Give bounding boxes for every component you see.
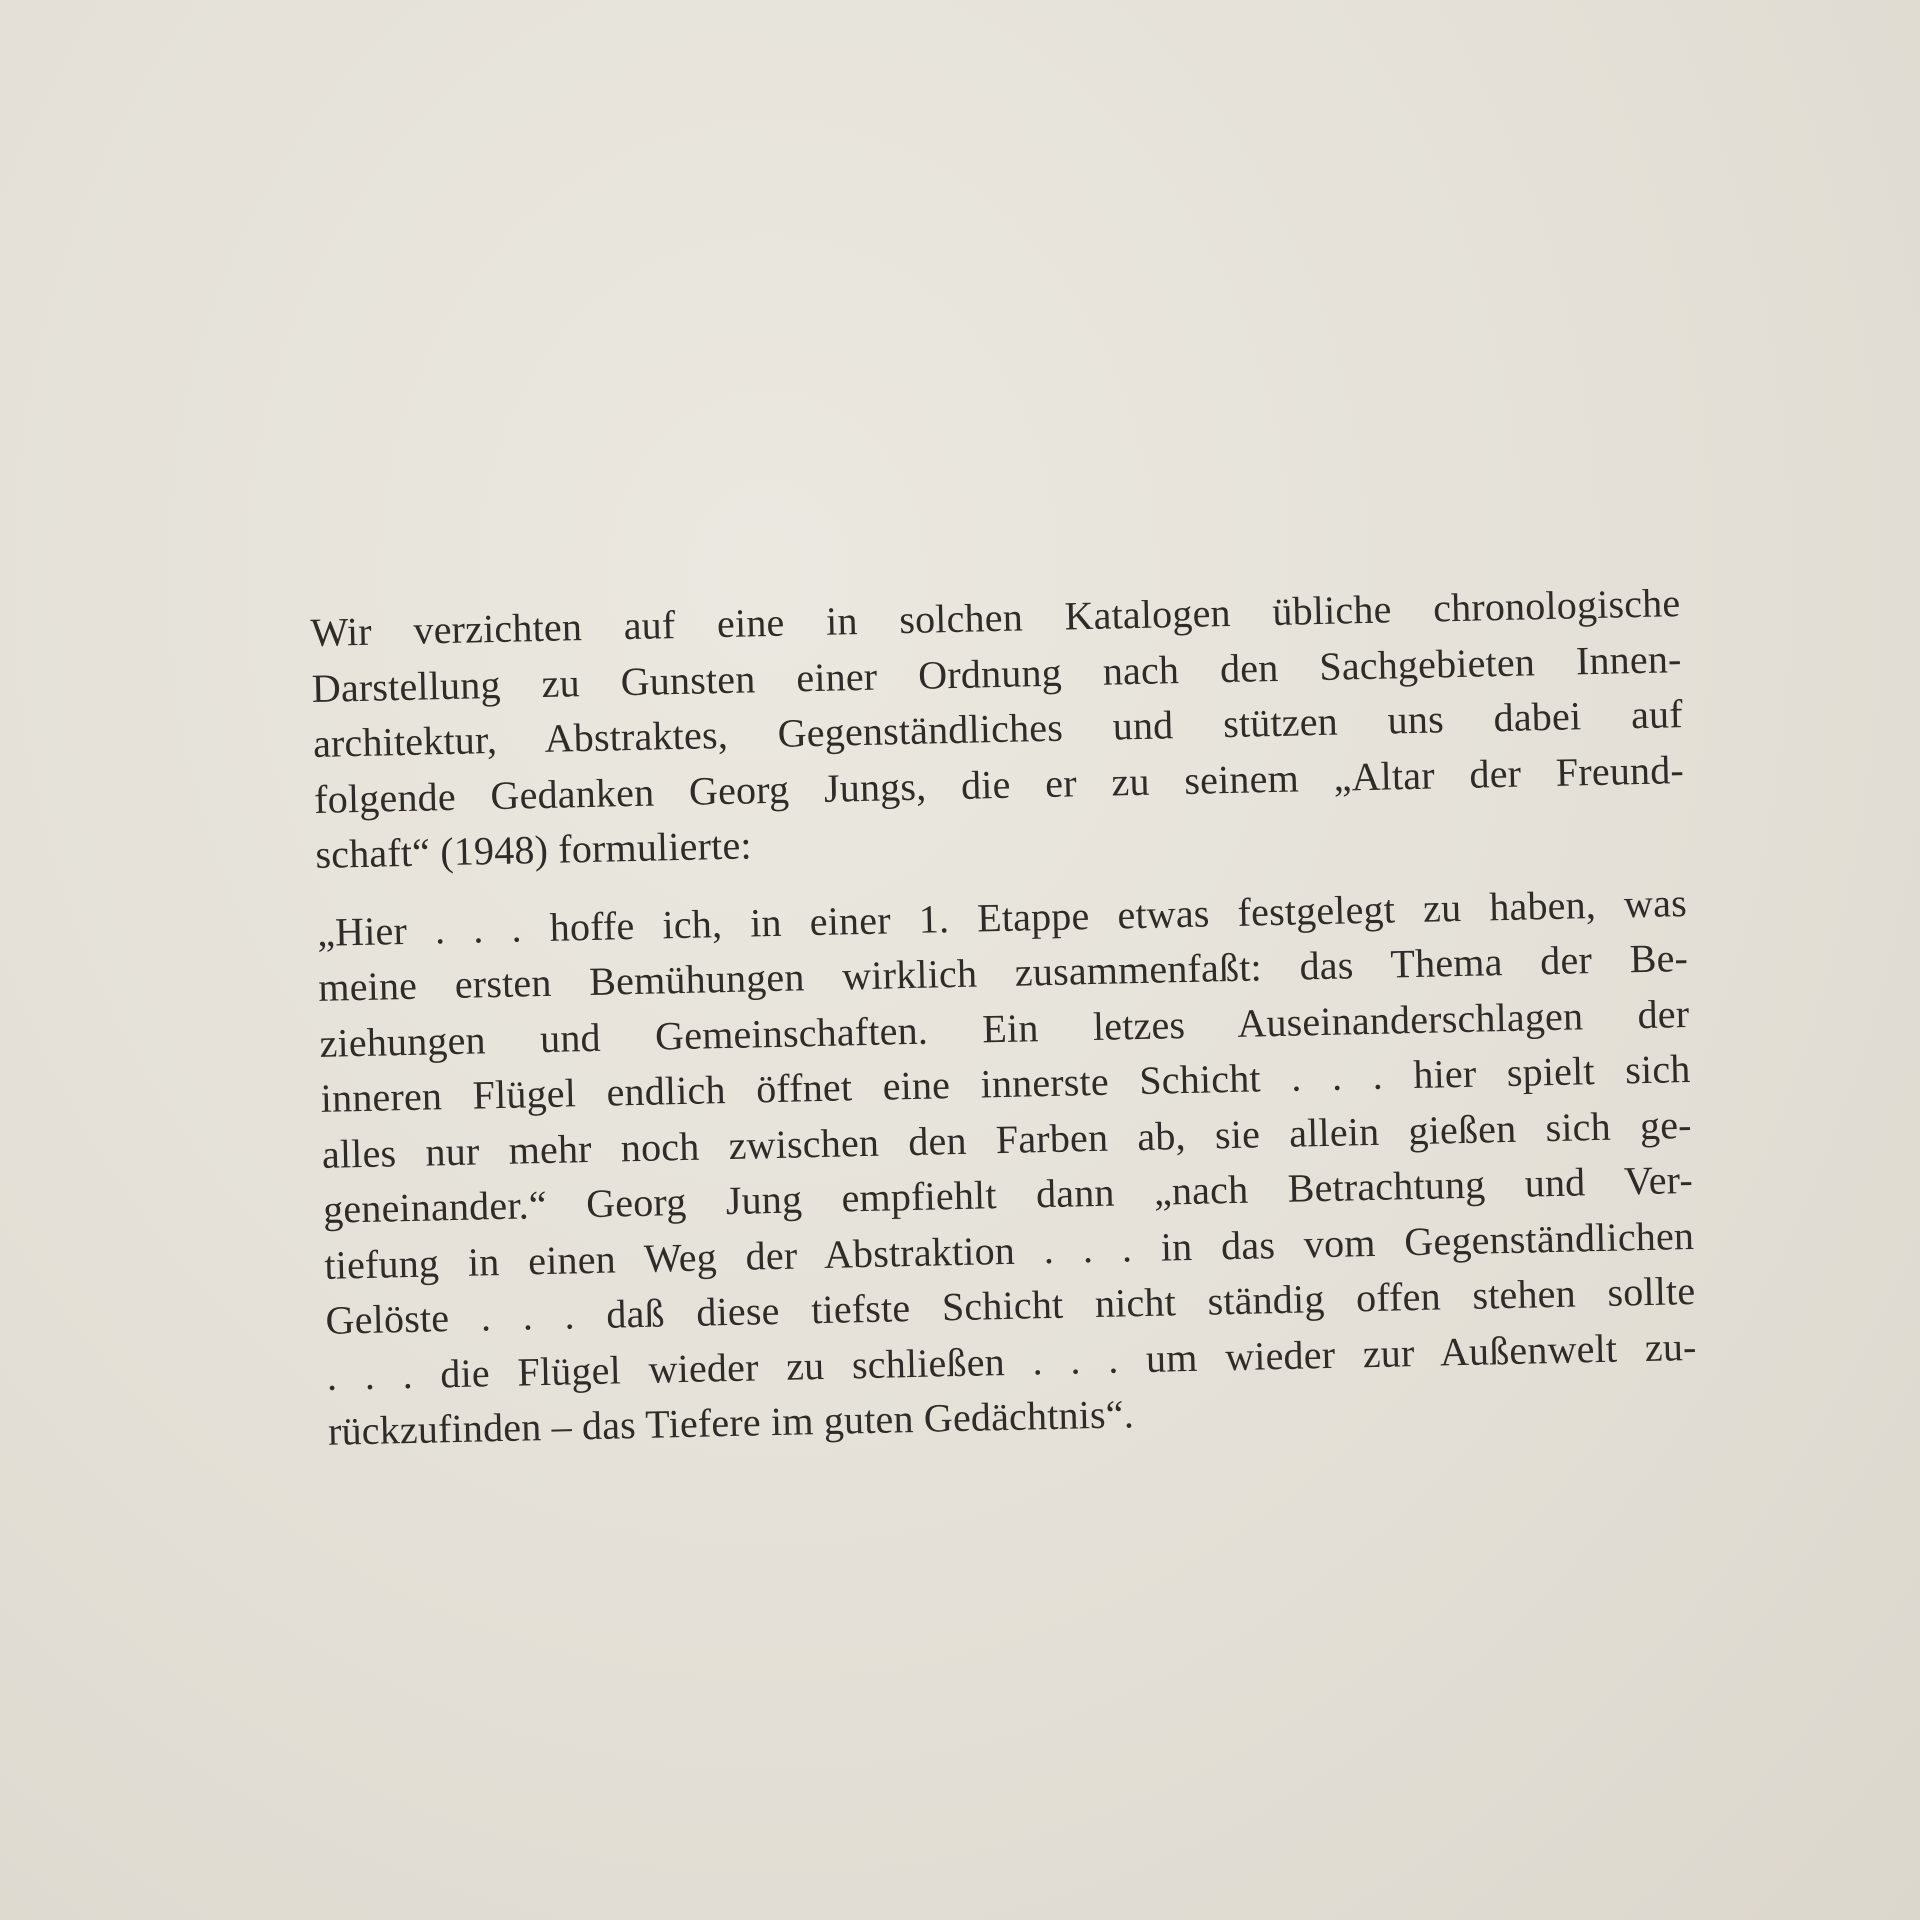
text-line: architektur, Abstraktes, Gegenständliches und stützen uns dabei auf [312, 691, 1684, 766]
text-line: „Hier . . . hoffe ich, in einer 1. Etappe etwas festgelegt zu haben, was [316, 879, 1688, 955]
text-line: Gelöste . . . daß diese tiefste Schicht nicht ständig offen stehen sollte [325, 1267, 1696, 1343]
text-line: meine ersten Bemühungen wirklich zusammenfaßt: das Thema der Be- [317, 935, 1689, 1010]
text-line: Wir verzichten auf eine in solchen Katalogen übliche chronologische [310, 580, 1681, 655]
text-line: geneinander.“ Georg Jung empfiehlt dann „nach Betrachtung und Ver- [322, 1156, 1694, 1232]
paragraph-intro [310, 575, 1686, 882]
text-line: rückzufinden – das Tiefere im guten Gedächtnis“. [327, 1391, 1135, 1454]
text-line: Darstellung zu Gunsten einer Ordnung nach den Sachgebieten Innen- [311, 635, 1682, 711]
text-block [310, 575, 1698, 1459]
text-line: alles nur mehr noch zwischen den Farben ab, sie allein gießen sich ge- [321, 1101, 1693, 1177]
text-line: folgende Gedanken Georg Jungs, die er zu seinem „Altar der Freund- [313, 746, 1685, 822]
text-line: . . . die Flügel wieder zu schließen . . . um wieder zur Außenwelt zu- [326, 1323, 1697, 1399]
text-line: inneren Flügel endlich öffnet eine innerste Schicht . . . hier spielt sich [320, 1046, 1691, 1121]
text-line: schaft“ (1948) formulierte: [314, 822, 753, 877]
paragraph-quote [317, 875, 1699, 1460]
text-line: tiefung in einen Weg der Abstraktion . . . in das vom Gegenständlichen [323, 1212, 1695, 1288]
text-line: ziehungen und Gemeinschaften. Ein letzes Auseinanderschlagen der [319, 990, 1690, 1066]
